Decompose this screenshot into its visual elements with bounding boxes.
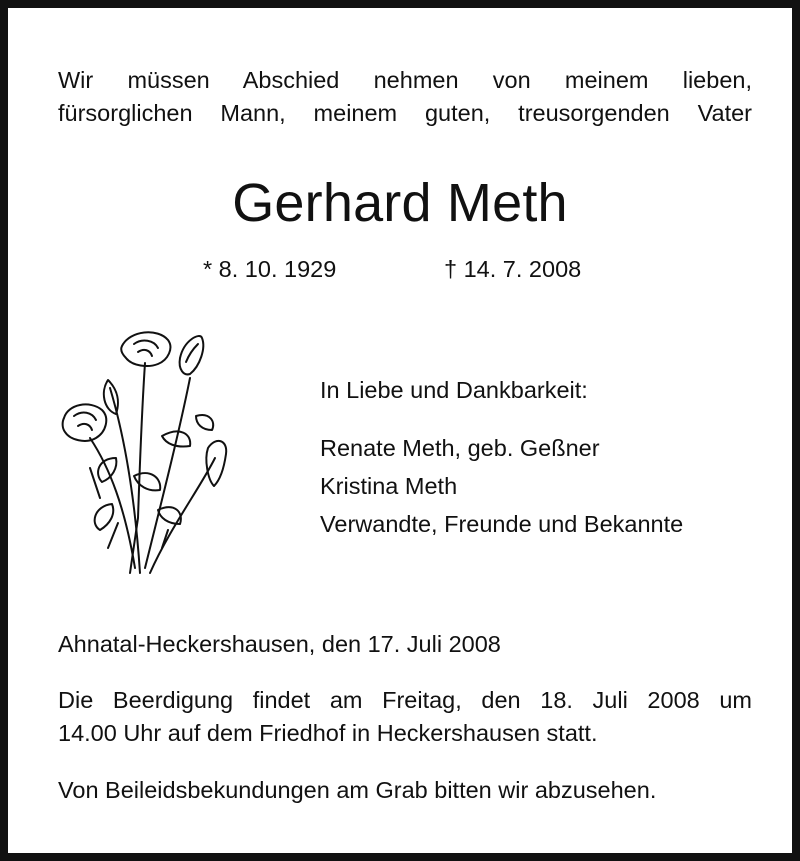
birth-date: * 8. 10. 1929 <box>203 256 337 282</box>
funeral-line-1: Die Beerdigung findet am Freitag, den 18. Juli 2008 um <box>58 687 752 713</box>
deceased-name: Gerhard Meth <box>232 173 568 233</box>
funeral-line-2: 14.00 Uhr auf dem Friedhof in Heckershausen statt. <box>58 720 598 746</box>
roses-illustration-icon <box>50 318 235 583</box>
mourner-name: Verwandte, Freunde und Bekannte <box>320 511 684 537</box>
intro-line-1: Wir müssen Abschied nehmen von meinem lieben, <box>58 67 752 93</box>
intro-line-2: fürsorglichen Mann, meinem guten, treusorgenden Vater <box>58 100 752 126</box>
mourner-name: Kristina Meth <box>320 473 458 499</box>
funeral-info <box>58 684 752 750</box>
mourner-name: Renate Meth, geb. Geßner <box>320 435 600 461</box>
closing-note: Von Beileidsbekundungen am Grab bitten wir abzusehen. <box>58 777 657 803</box>
intro-text <box>58 64 752 130</box>
mourners-heading: In Liebe und Dankbarkeit: <box>320 377 588 403</box>
place-and-date: Ahnatal-Heckershausen, den 17. Juli 2008 <box>58 631 501 657</box>
death-date: † 14. 7. 2008 <box>444 256 582 282</box>
